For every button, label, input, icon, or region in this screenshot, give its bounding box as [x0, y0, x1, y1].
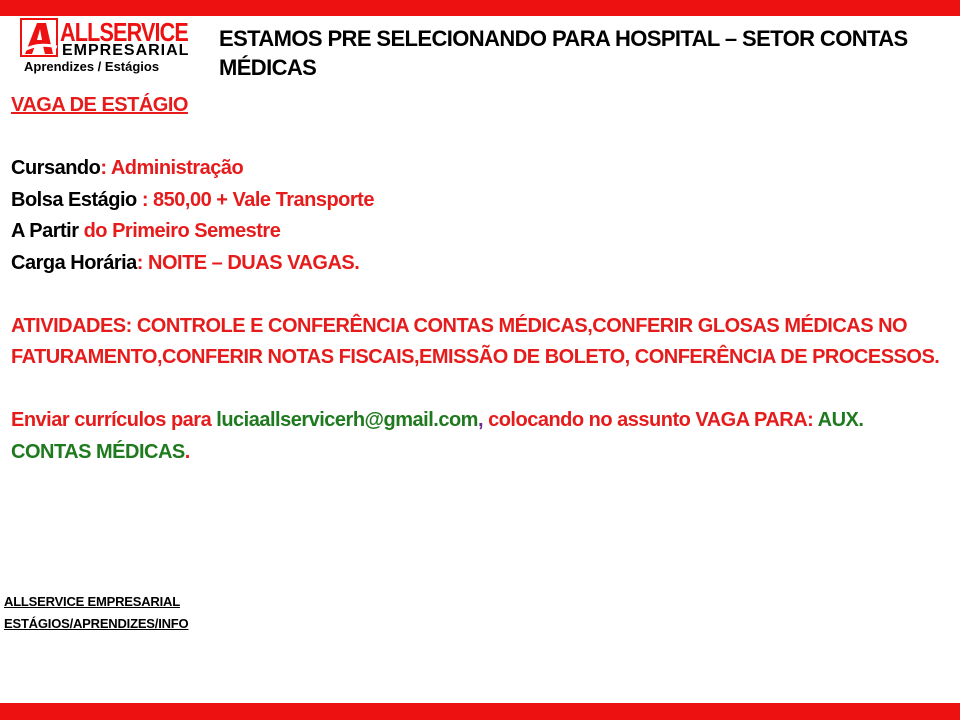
footer-line-info: ESTÁGIOS/APRENDIZES/INFO	[4, 616, 189, 631]
send-prefix: Enviar currículos para	[11, 409, 212, 431]
start-label: A Partir	[11, 220, 79, 242]
posting-title: VAGA DE ESTÁGIO	[11, 94, 188, 116]
course-label: Cursando	[11, 157, 101, 179]
course-colon: :	[100, 157, 107, 179]
hours-colon: :	[136, 251, 143, 274]
send-suffix: colocando no assunto VAGA PARA:	[488, 409, 814, 431]
top-red-bar	[0, 0, 960, 16]
stipend-value: : 850,00 + Vale Transporte	[141, 188, 374, 211]
bottom-red-bar	[0, 703, 960, 720]
subject-text: AUX. CONTAS MÉDICAS	[11, 409, 864, 463]
activities-text: ATIVIDADES: CONTROLE E CONFERÊNCIA CONTAS MÉDICAS,CONFERIR GLOSAS MÉDICAS NO FATURAMENTO,CONFERIR NOTAS FISCAIS,EMISSÃO DE BOLETO, CONFERÊNCIA DE PROCESSOS.	[11, 314, 940, 368]
hours-value: NOITE – DUAS VAGAS.	[148, 251, 360, 274]
start-line	[11, 216, 941, 248]
footer-credits	[4, 591, 188, 635]
hours-line	[11, 248, 941, 280]
logo-letter-a-icon	[20, 18, 60, 58]
logo-subtitle: EMPRESARIAL	[62, 42, 190, 59]
application-instructions	[11, 405, 941, 468]
stipend-label: Bolsa Estágio	[11, 188, 137, 211]
email-comma: ,	[477, 409, 484, 431]
course-line	[11, 153, 941, 185]
logo-name: ALLSERVICE	[60, 17, 189, 47]
company-logo	[20, 18, 196, 78]
job-posting	[11, 90, 941, 468]
hours-label: Carga Horária	[11, 251, 137, 274]
start-value: do Primeiro Semestre	[83, 220, 281, 242]
subject-period: .	[184, 440, 190, 463]
course-value: Administração	[110, 157, 244, 179]
logo-tagline: Aprendizes / Estágios	[24, 59, 160, 74]
page-title: ESTAMOS PRE SELECIONANDO PARA HOSPITAL – SETOR CONTAS MÉDICAS	[219, 26, 908, 80]
stipend-line	[11, 185, 941, 217]
email-link[interactable]: luciaallservicerh@gmail.com	[216, 409, 478, 431]
footer-line-company: ALLSERVICE EMPRESARIAL	[4, 594, 180, 609]
